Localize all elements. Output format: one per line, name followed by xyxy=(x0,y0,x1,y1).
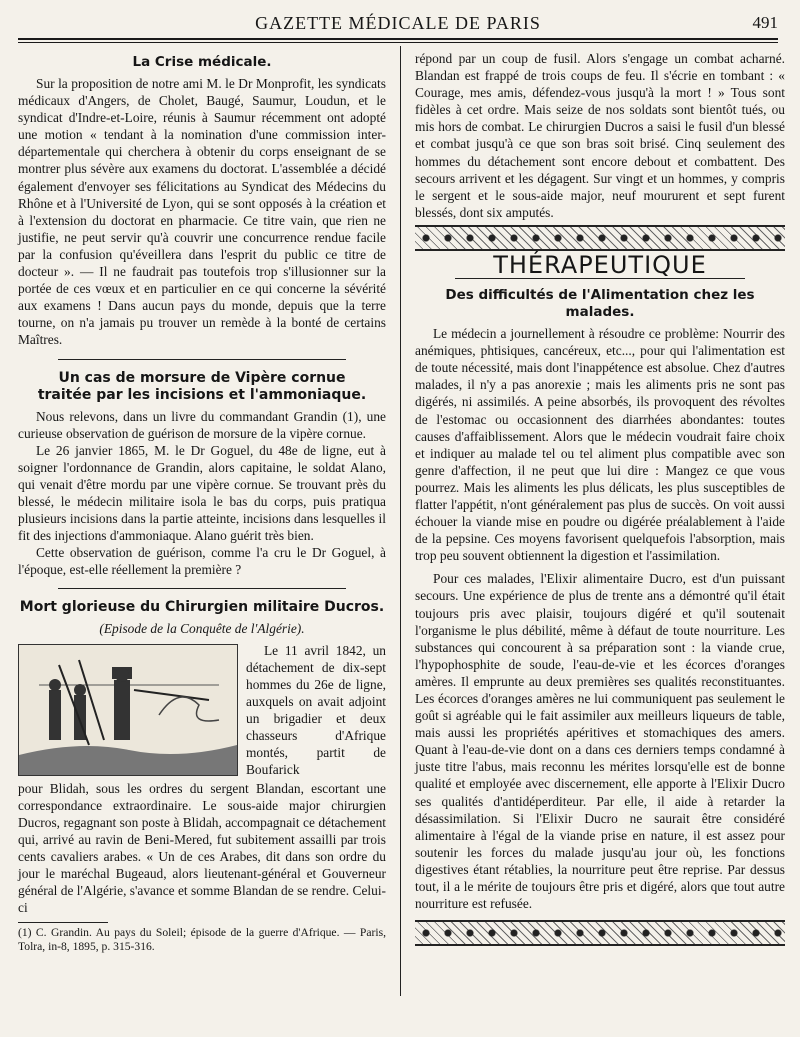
right-column xyxy=(415,50,785,950)
header-rule xyxy=(18,42,778,43)
paragraph: Pour ces malades, l'Elixir alimentaire Ducro, est d'un puissant secours. Une expérience de plus de trente ans a démontré qu'il était toujours pris avec plaisir, toujours digéré et qu'il soutenait l'organisme le plus débilité, même à défaut de toute nourriture. Les substances qui concourent à sa préparation sont : la viande crue, l'hypophosphite de soude, l'eau-de-vie et les écorces d'oranges amères. Il emprunte au deux premières ses qualités reconstituantes. Les écorces d'oranges amères ne lui communiquent pas seulement le goût si agréable qui le fait assimiler aux meilleurs liqueurs de table, mais aussi les propriétés apéritives et stomachiques des amers. Quant à l'eau-de-vie dont on a dans ces derniers temps condamné à juste titre l'abus, mais reconnu les mérites lorsqu'elle est de bonne qualité et employée avec discernement, elle apporte à l'Elixir Ducro ses qualités d'antidéperditeur. Par elle, il aide à retarder la désassimilation. Si l'Elixir Ducro ne saurait être considéré alimentaire à l'égal de la viande prise en nature, il est assez pour soutenir les forces du malade jusqu'au jour où, les fonctions digestives étant rétablies, la nourriture peut être reprise. Par dessus tout, il a le mérite de toujours être pris et digéré, alors que tout autre nourriture est refusée. xyxy=(415,571,785,912)
ornamental-band xyxy=(415,225,785,251)
separator xyxy=(58,359,346,360)
paragraph: Nous relevons, dans un livre du commandant Grandin (1), une curieuse observation de guérison de morsure de la vipère cornue. xyxy=(18,408,386,441)
article-title-vipere-1: Un cas de morsure de Vipère cornue xyxy=(58,369,346,386)
article-title-alimentation: Des difficultés de l'Alimentation chez les malades. xyxy=(445,287,755,321)
footnote-rule xyxy=(18,922,108,923)
paragraph: Cette observation de guérison, comme l'a cru le Dr Goguel, à l'époque, est-elle réellement la première ? xyxy=(18,545,386,578)
article-title-vipere-2: traitée par les incisions et l'ammoniaque. xyxy=(37,386,367,403)
engraving-soldiers-illustration xyxy=(18,644,238,776)
page-header xyxy=(18,10,778,40)
paragraph: répond par un coup de fusil. Alors s'engage un combat acharné. Blandan est frappé de trois coups de feu. Il s'écrie en tombant : « Courage, mes amis, défendez-vous jusqu'à la mort ! » Tous sont fidèles à cet ordre. Mais seize de nos soldats sont bientôt tués, ou mis hors de combat. Le chirurgien Ducros a saisi le fusil d'un blessé et combat jusqu'à ce que son bras soit brisé. Cinq seulement des hommes du détachement sont encore debout et combattent. Des secours arrivent et les dégagent. Sur vingt et un hommes, y compris le sergent et le sous-aide major, neuf moururent et sept furent blessés, dont six amputés. xyxy=(415,51,785,220)
footnote: (1) C. Grandin. Au pays du Soleil; épisode de la guerre d'Afrique. — Paris, Tolra, in-8, 1895, p. 315-316. xyxy=(18,926,386,954)
column-separator xyxy=(400,46,401,996)
paragraph: Le 26 janvier 1865, M. le Dr Goguel, du 48e de ligne, eut à soigner l'ordonnance de Grandin, alors capitaine, le soldat Alano, qui venait d'être mordu par une vipère cornue. Se trouvant près du blessé, le médecin militaire isola le bas du corps, puis pratiqua plusieurs incisions dans la partie atteinte, incisions dans lesquelles il fit des injections d'ammoniaque. Alano guérit très bien. xyxy=(18,442,386,544)
article-subtitle-ducros: (Episode de la Conquête de l'Algérie). xyxy=(99,621,305,637)
paragraph: Le médecin a journellement à résoudre ce problème: Nourrir des anémiques, phtisiques, cancéreux, etc..., pour qui l'alimentation est de toute nécessité, mais dont l'inappétence est absolue. Chez d'autres malades, il n'y a pas anorexie ; mais les aliments pris ne sont pas digérés, ni assimilés. A peine absorbés, ils provoquent des révoltes de l'estomac ou occasionnent des diarrhées abondantes: toutes causes d'affaiblissement. Alors que le médecin voudrait faire choix et indiquer au malade tel ou tel aliment plus compatible avec son genre d'affection, il ne peut que lui dire : Mangez ce que vous pourrez. Mais les aliments les plus délicats, les plus susceptibles de flatter l'appétit, n'ont généralement pas plus de succès. On voit aussi échouer la viande mise en poudre ou digérée préalablement à l'aide de la pepsine. Ces moyens favorisent quelquefois l'absorption, mais trop peu souvent obtiennent la digestion et l'assimilation. xyxy=(415,326,785,564)
separator xyxy=(58,588,346,589)
paragraph: Sur la proposition de notre ami M. le Dr Monprofit, les syndicats médicaux d'Angers, de Cholet, Baugé, Saumur, Loudun, et le syndicat d'Indre-et-Loire, réunis à Saumur récemment ont adopté une motion « tendant à la nomination d'une commission inter-départementale qui cherchera à obtenir du corps enseignant de se montrer plus sévère aux examens du doctorat. L'assemblée a décidé également d'envoyer ses félicitations au Syndicat des Médecins du Rhône et à l'Université de Lyon, qui se sont opposés à la création et à l'extension du doctorat en pharmacie. Ce titre vain, que rien ne justifie, ne peut servir qu'à couvrir une concurrence rendue facile par la confusion qu'éveillera dans l'esprit du public ce titre de docteur ». — Il ne faudrait pas toutefois trop s'illusionner sur la portée de ces vœux et en particulier en ce qui concerne la sévérité aux examens ! Dans aucun pays du monde, depuis que la terre tourne, on n'a jamais pu trouver un remède à la bonté de certains Maîtres. xyxy=(18,76,386,348)
journal-title: GAZETTE MÉDICALE DE PARIS xyxy=(255,13,541,33)
left-column xyxy=(18,50,386,954)
page-number: 491 xyxy=(752,13,778,32)
ornamental-band xyxy=(415,920,785,946)
article-title-ducros: Mort glorieuse du Chirurgien militaire Ducros. xyxy=(19,599,385,616)
article-title-crise: La Crise médicale. xyxy=(132,54,272,70)
paragraph: Le 11 avril 1842, un détachement de dix-sept hommes du 26e de ligne, auxquels on avait adjoint un brigadier et deux chasseurs d'Afrique montés, partit de Boufarick xyxy=(246,642,386,778)
paragraph: pour Blidah, sous les ordres du sergent Blandan, escortant une correspondance extraordinaire. Le sous-aide major chirurgien Ducros, regagnant son poste à Blidah, accompagnait ce détachement qui, arrivé au ravin de Beni-Mered, fut subitement assailli par trois cents cavaliers arabes. « Un de ces Arabes, dit dans son ordre du jour le maréchal Bugeaud, alors lieutenant-général et Gouverneur général de l'Algérie, s'avance et somme Blandan de se rendre. Celui-ci xyxy=(18,780,386,916)
section-heading: THÉRAPEUTIQUE xyxy=(493,250,707,279)
figure-block xyxy=(18,642,386,780)
